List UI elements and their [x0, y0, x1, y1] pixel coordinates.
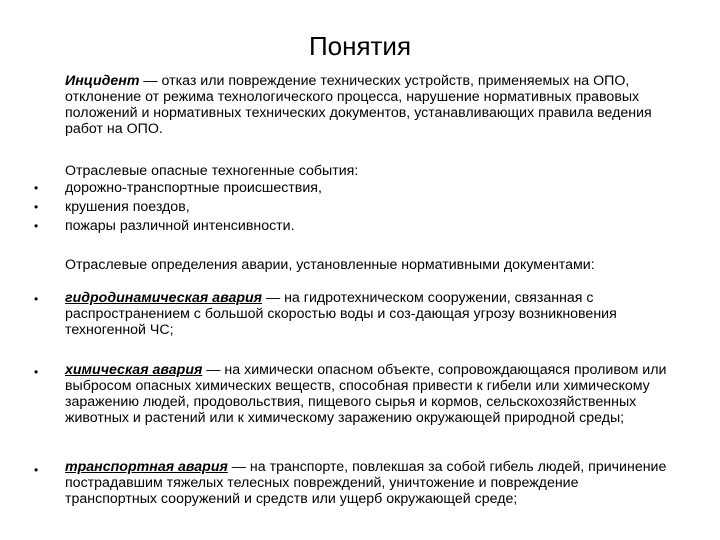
events-item-2: крушения поездов, — [65, 199, 190, 215]
bullet-icon: • — [34, 200, 39, 214]
incident-definition — [65, 73, 673, 137]
bullet-icon: • — [34, 181, 39, 195]
accident-term-chemical: химическая авария — [65, 362, 203, 378]
events-item-1: дорожно-транспортные происшествия, — [65, 180, 322, 196]
accident-term-transport: транспортная авария — [65, 459, 228, 475]
bullet-icon: • — [34, 365, 39, 379]
accidents-heading: Отраслевые определения аварии, установленные нормативными документами: — [65, 257, 595, 273]
bullet-icon: • — [34, 292, 39, 306]
accident-text-chemical: — на химически опасном объекте, сопровождающаяся проливом или выбросом опасных химических веществ, способная привести к гибели или химическому заражению людей, продовольствия, пищевого сырья и кормов, сельскохозяйственных животных и растений или к химическому заражению окружающей природной среды; — [65, 362, 667, 426]
accident-item-chemical — [65, 362, 673, 426]
accident-term-hydro: гидродинамическая авария — [65, 290, 263, 306]
accident-item-hydro — [65, 290, 673, 338]
accident-item-transport — [65, 459, 673, 507]
slide-title: Понятия — [308, 31, 412, 61]
incident-text: — отказ или повреждение технических устройств, применяемых на ОПО, отклонение от режима технологического процесса, нарушение нормативных правовых положений и нормативных технических документов, устанавливающих правила ведения работ на ОПО. — [65, 73, 652, 137]
events-heading: Отраслевые опасные техногенные события: — [65, 163, 359, 179]
bullet-icon: • — [34, 463, 39, 477]
incident-term: Инцидент — [65, 73, 140, 89]
bullet-icon: • — [34, 219, 39, 233]
events-item-3: пожары различной интенсивности. — [65, 218, 295, 234]
accident-text-transport: — на транспорте, повлекшая за собой гибель людей, причинение пострадавшим тяжелых телесных повреждений, уничтожение и повреждение транспортных сооружений и средств или ущерб окружающей среде; — [65, 459, 667, 507]
accident-text-hydro: — на гидротехническом сооружении, связанная с распространением с большой скоростью воды и соз-дающая угрозу возникновения техногенной ЧС; — [65, 290, 617, 338]
